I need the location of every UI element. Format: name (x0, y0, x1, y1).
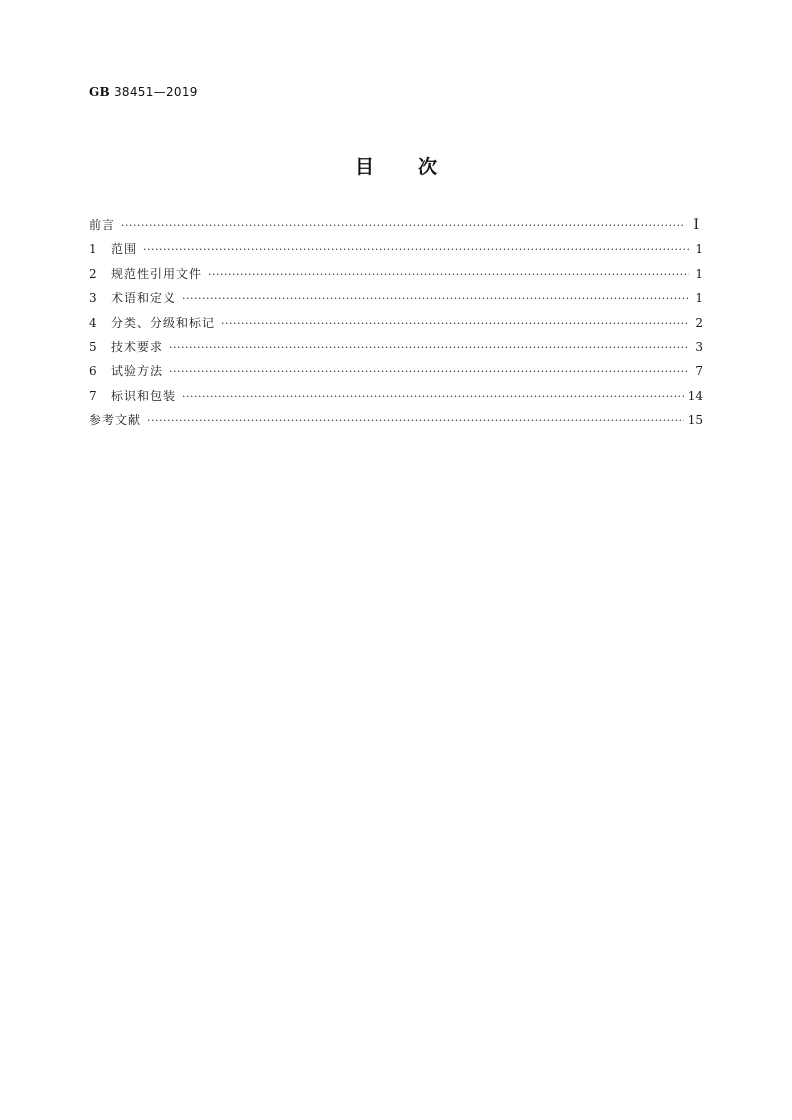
toc-entry-number: 3 (89, 291, 97, 306)
toc-entry-marking-packaging[interactable] (89, 387, 703, 411)
toc-leader-dots (121, 217, 685, 235)
toc-entry-scope[interactable] (89, 240, 703, 264)
standard-prefix: GB (89, 85, 110, 99)
toc-entry-bibliography[interactable] (89, 411, 703, 435)
toc-leader-dots (182, 388, 684, 406)
toc-entry-number: 6 (89, 364, 97, 379)
toc-entry-label: 前言 (89, 218, 116, 232)
toc-entry-number: 1 (89, 242, 97, 257)
toc-leader-dots (182, 290, 689, 308)
toc-leader-dots (169, 339, 689, 357)
title-char-2: 次 (418, 156, 438, 178)
toc-entry-number: 4 (89, 315, 97, 330)
toc-entry-page: I (693, 217, 699, 233)
toc-entry-label: 术语和定义 (111, 291, 177, 306)
toc-entry-number: 7 (89, 388, 97, 403)
toc-leader-dots (169, 363, 689, 381)
toc-leader-dots (143, 241, 689, 259)
toc-entry-foreword[interactable] (89, 216, 703, 240)
toc-entry-page: 1 (695, 266, 703, 281)
toc-entry-page: 1 (695, 242, 703, 257)
toc-entry-label: 规范性引用文件 (111, 266, 203, 281)
table-of-contents (89, 216, 703, 436)
toc-entry-page: 15 (687, 413, 703, 428)
toc-entry-page: 1 (695, 291, 703, 306)
toc-entry-label: 标识和包装 (111, 388, 177, 403)
toc-entry-page: 14 (687, 388, 703, 403)
toc-entry-number: 5 (89, 339, 97, 354)
toc-entry-terms-definitions[interactable] (89, 289, 703, 313)
toc-entry-label: 试验方法 (111, 364, 164, 379)
toc-entry-label: 参考文献 (89, 413, 142, 428)
page-title (0, 152, 792, 179)
toc-entry-label: 范围 (111, 242, 138, 257)
title-char-1: 目 (354, 156, 374, 178)
standard-number (89, 85, 198, 99)
toc-entry-label: 分类、分级和标记 (111, 315, 216, 330)
standard-code: 38451—2019 (114, 85, 198, 99)
toc-entry-classification[interactable] (89, 314, 703, 338)
toc-entry-label: 技术要求 (111, 339, 164, 354)
toc-entry-page: 7 (695, 364, 703, 379)
toc-entry-normative-references[interactable] (89, 265, 703, 289)
toc-leader-dots (221, 315, 689, 333)
toc-entry-number: 2 (89, 266, 97, 281)
toc-leader-dots (147, 412, 684, 430)
toc-entry-page: 3 (695, 339, 703, 354)
toc-leader-dots (208, 266, 689, 284)
toc-entry-test-methods[interactable] (89, 362, 703, 386)
toc-entry-page: 2 (695, 315, 703, 330)
toc-entry-technical-requirements[interactable] (89, 338, 703, 362)
